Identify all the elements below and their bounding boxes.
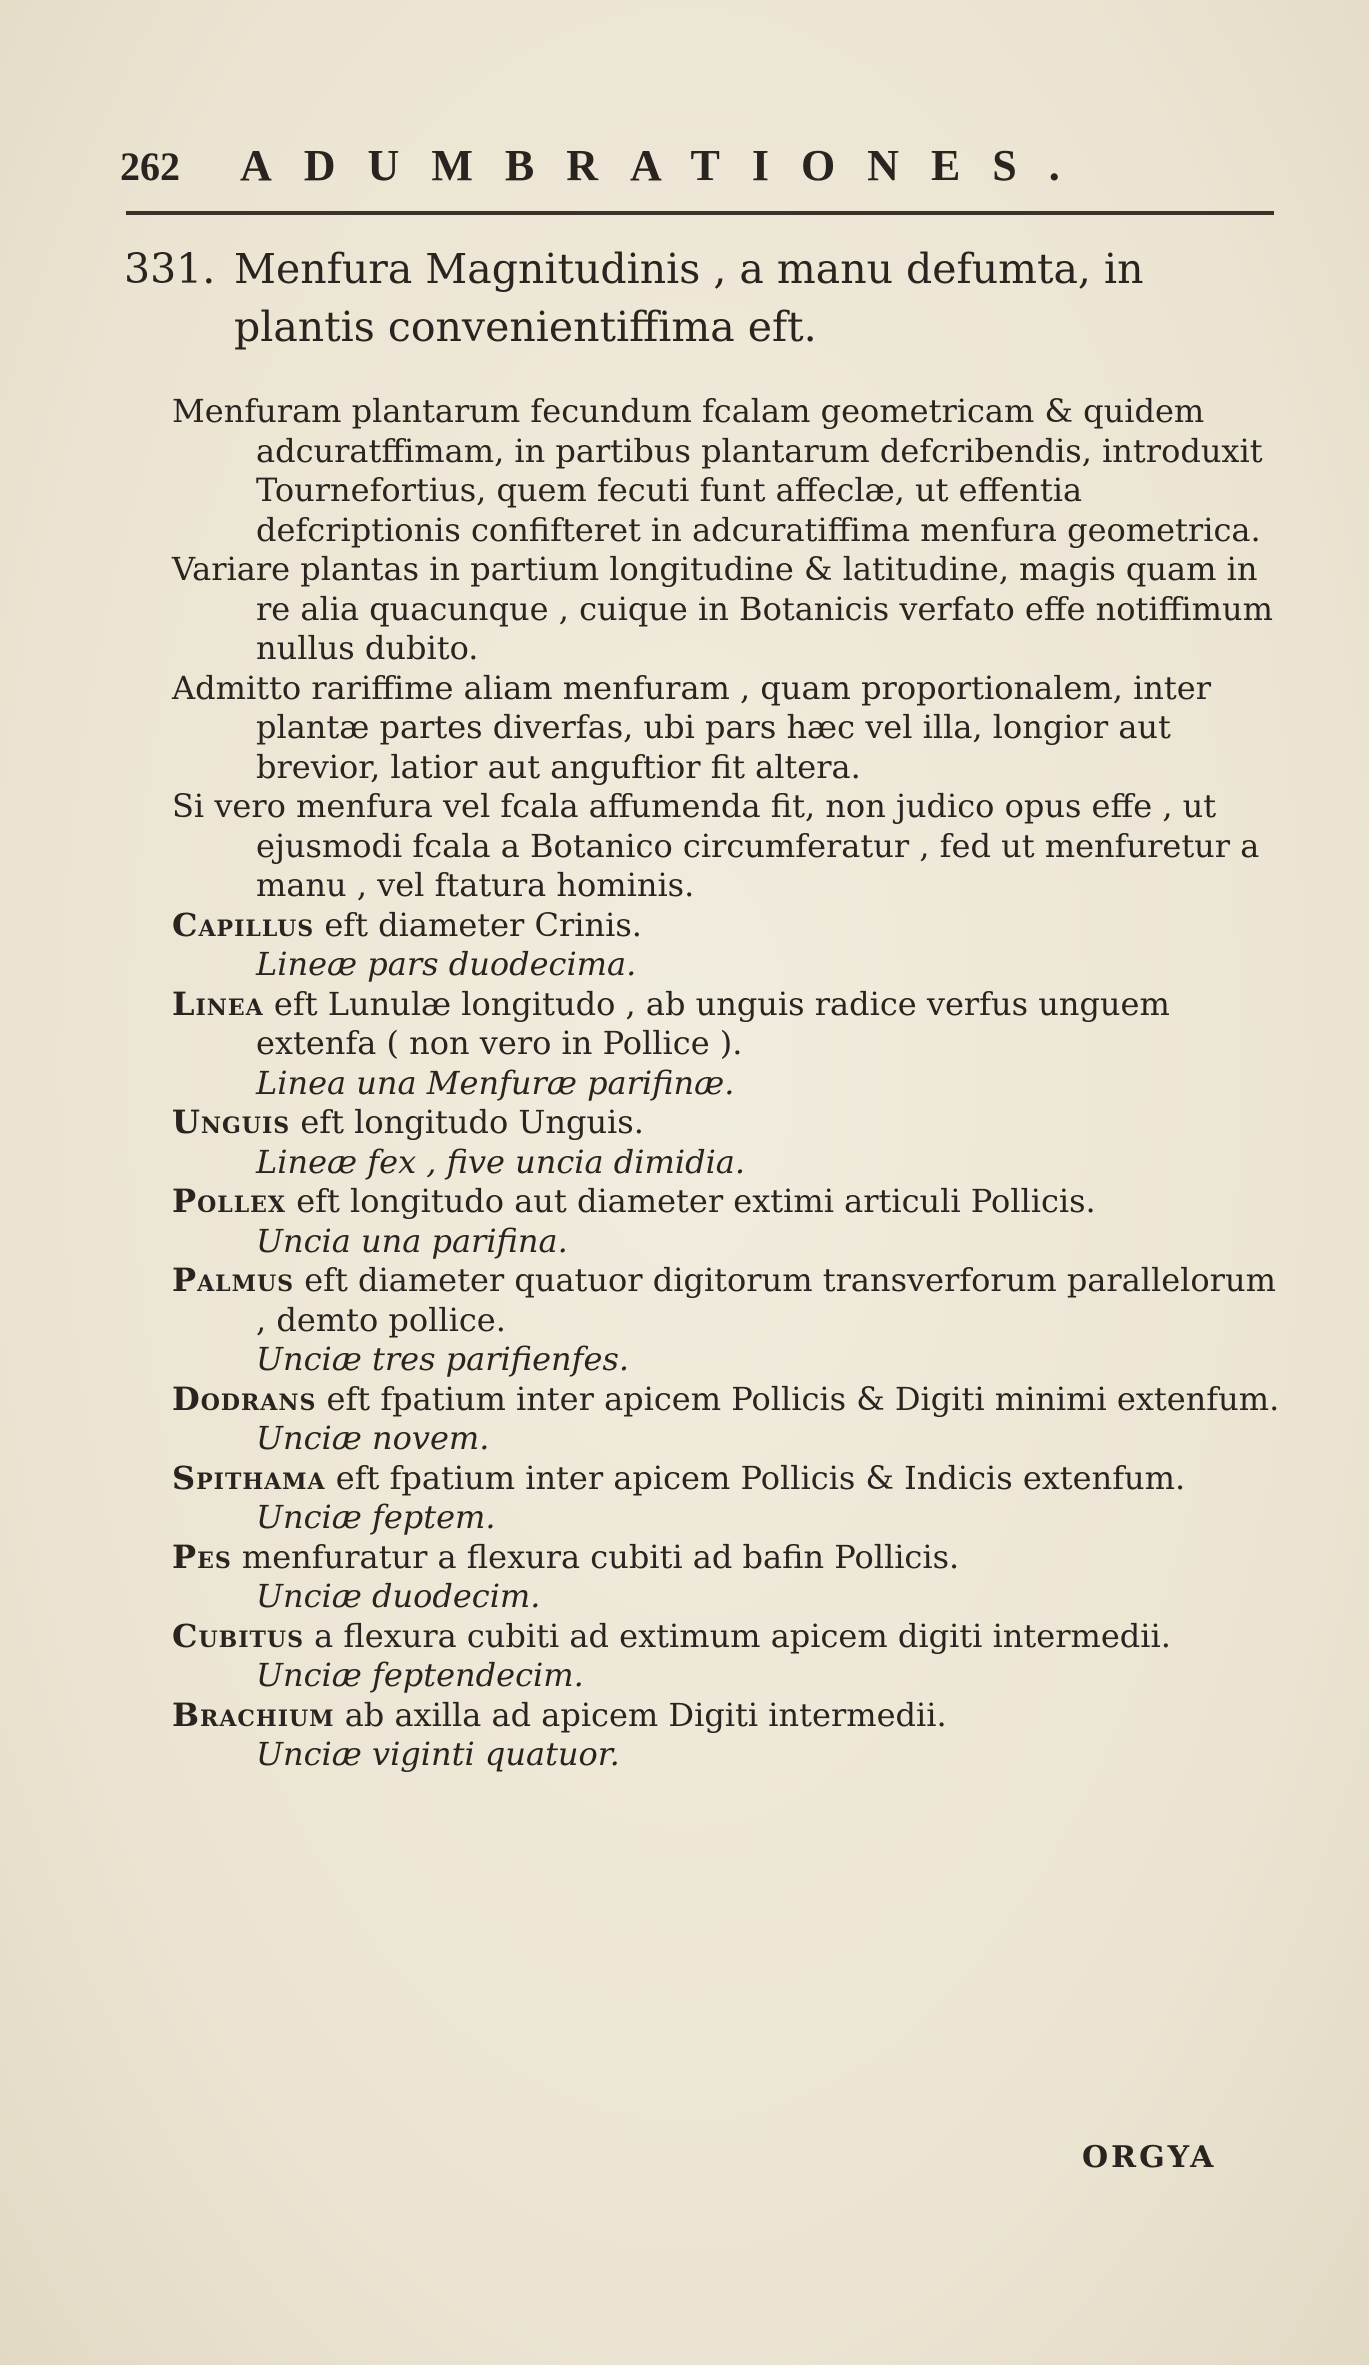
measure-value: Unciæ feptem. (256, 1498, 496, 1536)
page-header (120, 140, 1270, 204)
measure-pes (172, 1538, 1282, 1578)
catchword: ORGYA (1082, 2140, 1217, 2175)
measure-definition: eft fpatium inter apicem Pollicis & Digiti minimi extenfum. (326, 1379, 1280, 1418)
measure-value: Linea una Menfuræ parifinæ. (256, 1063, 735, 1102)
measure-value: Unciæ tres parifienfes. (256, 1340, 630, 1378)
measure-definition: ab axilla ad apicem Digiti intermedii. (344, 1695, 947, 1734)
measure-linea (172, 985, 1282, 1064)
measure-pollex (172, 1182, 1282, 1222)
running-title: ADUMBRATIONES. (240, 141, 1092, 190)
measure-spithama (172, 1459, 1282, 1499)
measure-value: Unciæ novem. (256, 1419, 490, 1457)
measure-definition: eft fpatium inter apicem Pollicis & Indicis extenfum. (335, 1458, 1186, 1497)
measure-definition: eft diameter Crinis. (324, 905, 642, 944)
body-text (172, 392, 1282, 1775)
measure-value: Uncia una parifina. (256, 1221, 568, 1260)
paragraph-4: Si vero menfura vel fcala affumenda fit, non judico opus effe , ut ejusmodi fcala a Botanico circumferatur , fed ut menfuretur a manu , vel ftatura hominis. (172, 787, 1260, 904)
measure-term: Brachium (172, 1695, 335, 1734)
measure-term: Dodrans (172, 1379, 317, 1418)
measure-value: Lineæ pars duodecima. (256, 945, 637, 983)
measure-term: Unguis (172, 1103, 291, 1141)
section-title-line2: plantis convenientiffima eft. (234, 303, 817, 351)
measure-term: Linea (172, 984, 264, 1023)
paragraph-3: Admitto rariffime aliam menfuram , quam proportionalem, inter plantæ partes diverfas, ubi pars hæc vel illa, longior aut brevior, latior aut anguftior fit altera. (172, 668, 1211, 786)
measure-definition: eft longitudo aut diameter extimi articuli Pollicis. (296, 1182, 1096, 1220)
measure-value: Lineæ fex , five uncia dimidia. (256, 1142, 746, 1181)
measure-term: Pes (172, 1537, 232, 1576)
measure-term: Spithama (172, 1458, 326, 1497)
page-number: 262 (120, 144, 180, 189)
paragraph-1: Menfuram plantarum fecundum fcalam geometricam & quidem adcuratffimam, in partibus plantarum defcribendis, introduxit Tournefortius, quem fecuti funt affeclæ, ut effentia defcriptionis confifteret in adcuratiffima menfura geometrica. (172, 392, 1263, 549)
measure-dodrans (172, 1380, 1282, 1420)
measure-value: Unciæ feptendecim. (256, 1656, 584, 1694)
paragraph-2: Variare plantas in partium longitudine & latitudine, magis quam in re alia quacunque , cuique in Botanicis verfato effe notiffimum nullus dubito. (172, 550, 1273, 667)
measure-term: Palmus (172, 1261, 295, 1299)
measure-term: Cubitus (172, 1616, 304, 1655)
section-number: 331. (124, 245, 216, 293)
measure-brachium (172, 1696, 1282, 1736)
measure-value: Unciæ viginti quatuor. (256, 1735, 620, 1773)
section-title-line1: Menfura Magnitudinis , a manu defumta, in (234, 245, 1144, 293)
measure-definition: eft Lunulæ longitudo , ab unguis radice verfus unguem extenfa ( non vero in Pollice ). (256, 984, 1170, 1062)
measure-term: Capillus (172, 905, 315, 944)
header-rule (126, 211, 1274, 215)
measure-definition: eft diameter quatuor digitorum transverforum parallelorum , demto pollice. (256, 1261, 1276, 1339)
measure-cubitus (172, 1617, 1282, 1657)
measure-capillus (172, 906, 1282, 946)
measure-definition: a flexura cubiti ad extimum apicem digiti intermedii. (314, 1616, 1171, 1655)
measure-unguis (172, 1103, 1282, 1143)
section-heading (124, 240, 1284, 356)
measure-definition: menfuratur a flexura cubiti ad bafin Pollicis. (241, 1537, 960, 1576)
measure-definition: eft longitudo Unguis. (300, 1103, 644, 1141)
measure-term: Pollex (172, 1182, 287, 1220)
measure-palmus (172, 1261, 1282, 1340)
measure-value: Unciæ duodecim. (256, 1577, 541, 1615)
